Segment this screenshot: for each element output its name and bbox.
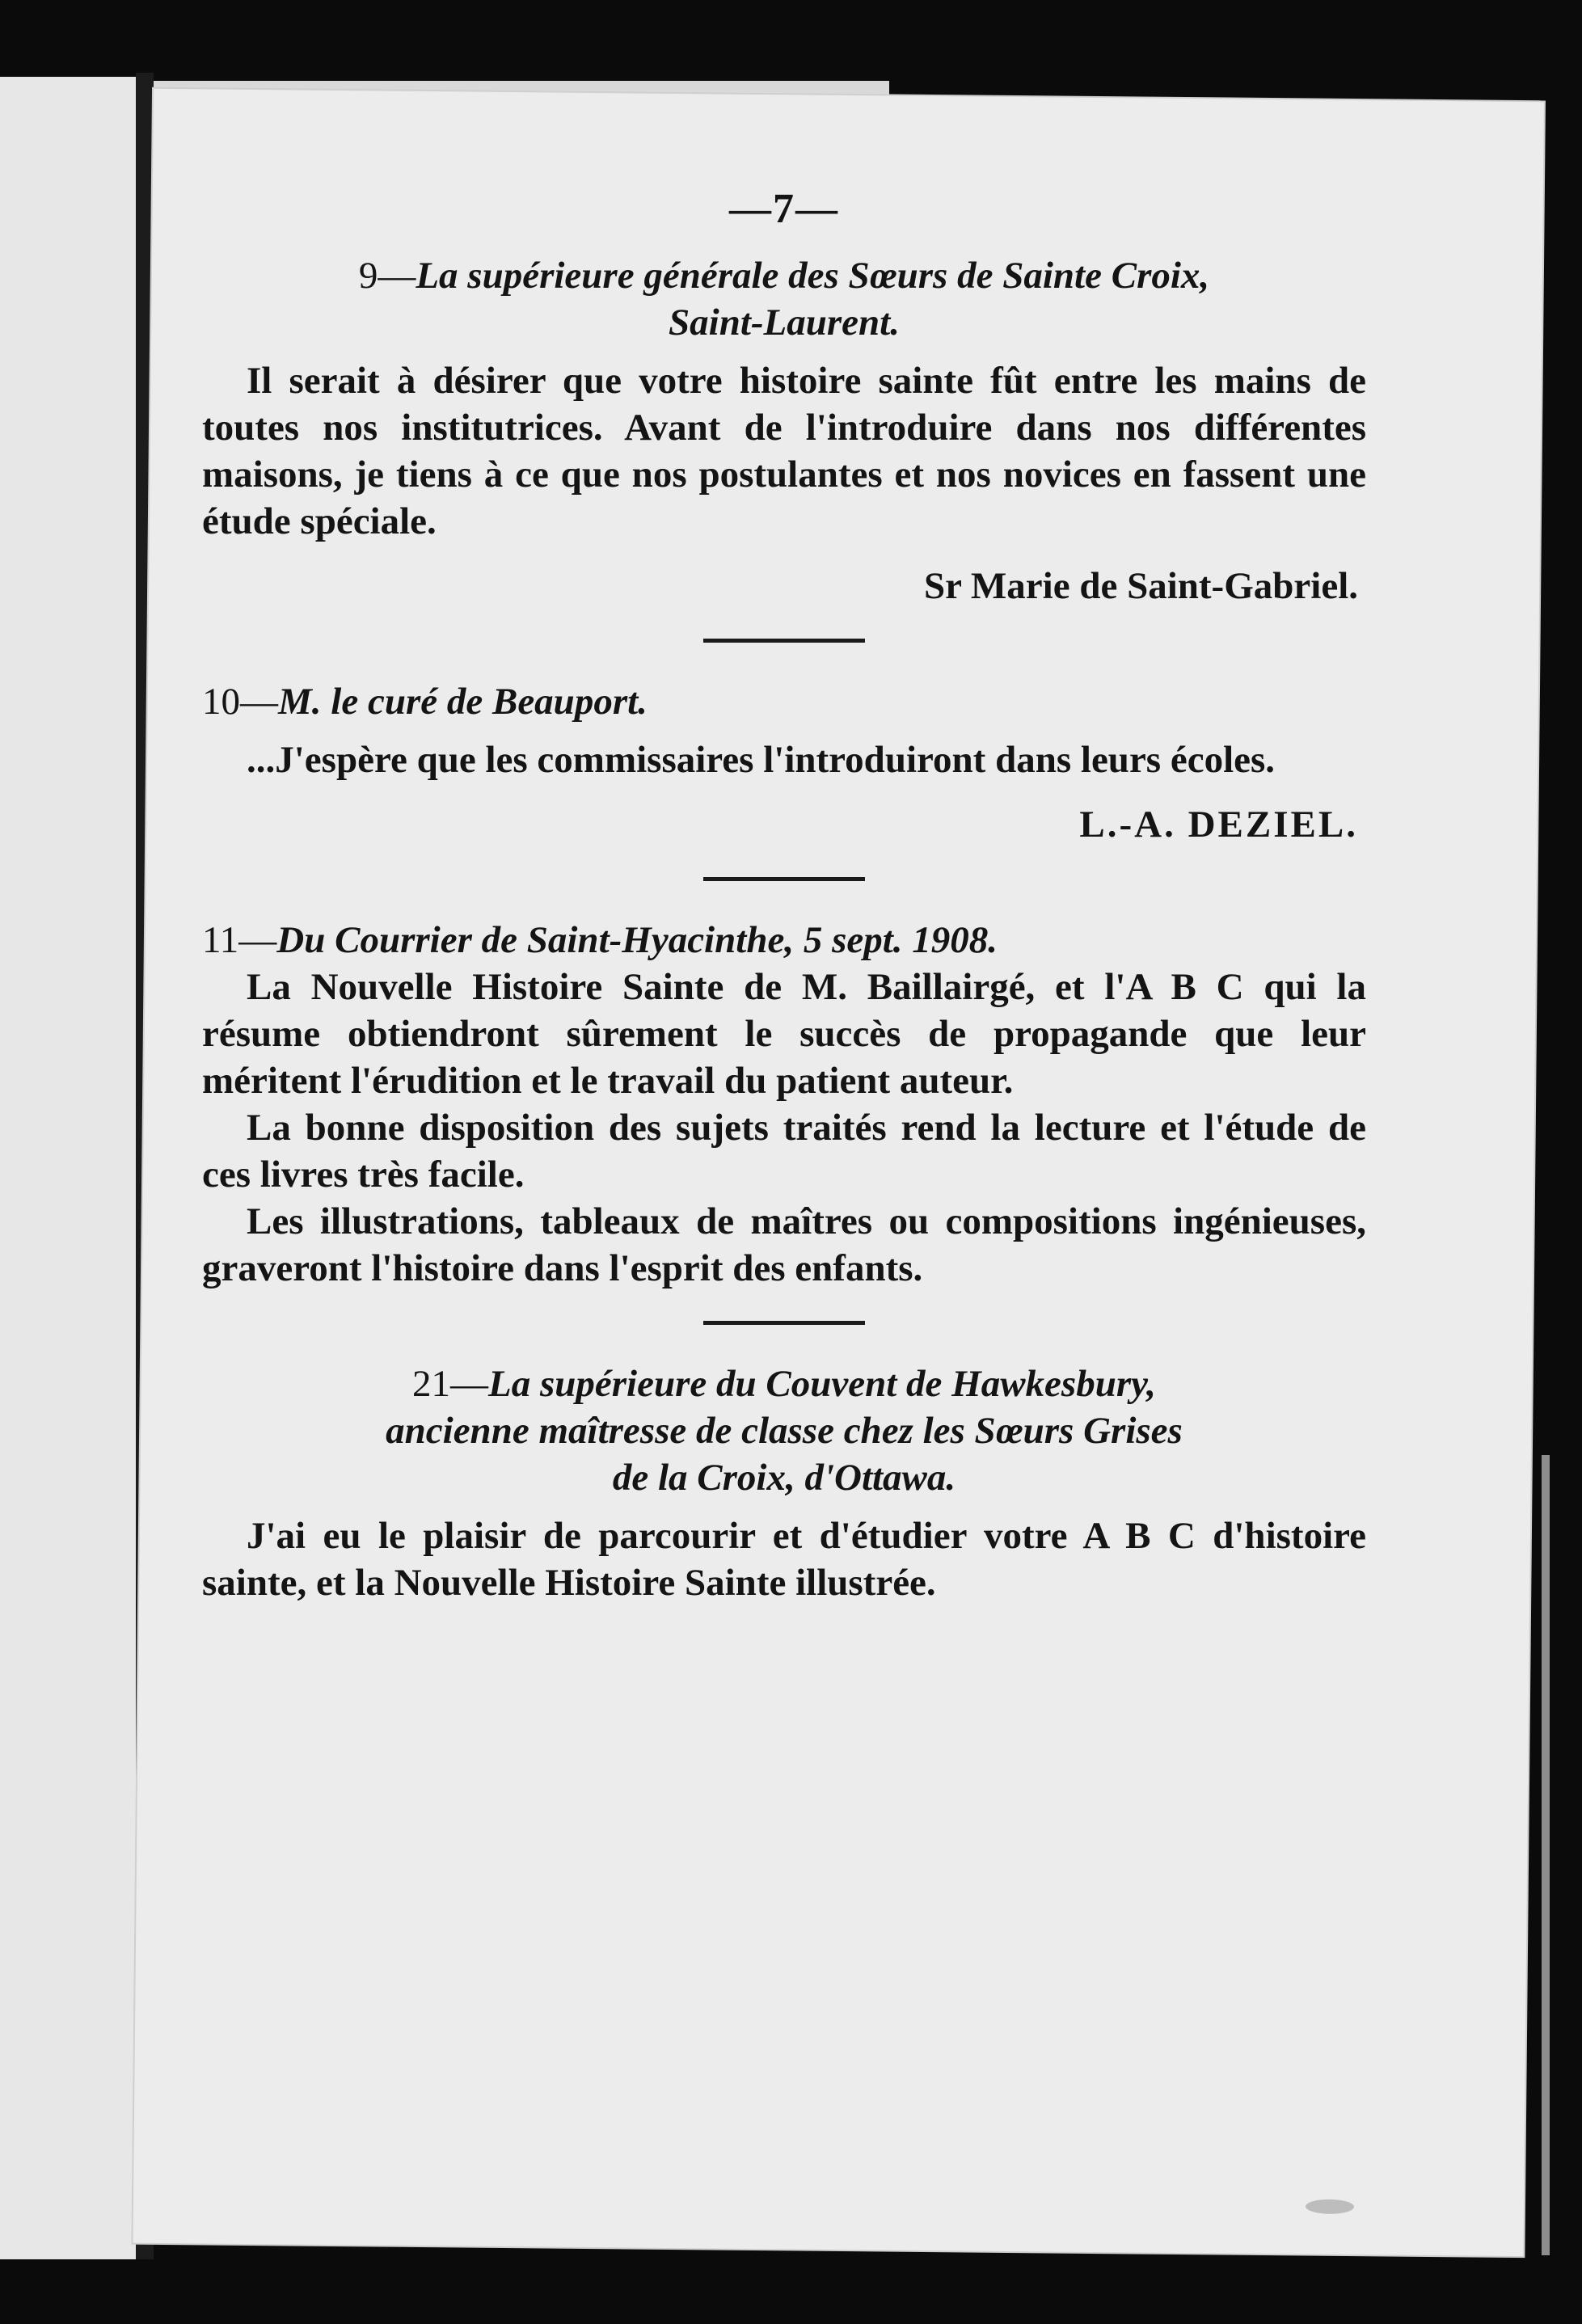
page-content: [202, 186, 1366, 1606]
adjacent-page-strip: [0, 77, 136, 2259]
testimonial-entry: [202, 678, 1366, 848]
page-number: —7—: [729, 186, 839, 232]
entry-heading: [202, 252, 1366, 299]
section-divider: [703, 877, 865, 881]
entry-signature: Sr Marie de Saint-Gabriel.: [924, 565, 1358, 607]
entry-paragraph: Il serait à désirer que votre histoire sainte fût entre les mains de toutes nos institutrices. Avant de l'introduire dans nos différentes maisons, je tiens à ce que nos postulantes et nos novices en fassent une étude spéciale.: [202, 360, 1366, 542]
entry-heading-line: Saint-Laurent.: [669, 302, 900, 344]
entry-number: 9—: [358, 255, 416, 297]
entry-number: 21—: [411, 1363, 488, 1405]
entry-heading: [202, 1360, 1366, 1407]
section-divider: [703, 1321, 865, 1325]
entry-paragraph: Les illustrations, tableaux de maîtres ou compositions ingénieuses, graveront l'histoire dans l'esprit des enfants.: [202, 1200, 1366, 1289]
testimonial-entry: [202, 252, 1366, 609]
entry-paragraph: J'ai eu le plaisir de parcourir et d'étudier votre A B C d'histoire sainte, et la Nouvelle Histoire Sainte illustrée.: [202, 1515, 1366, 1604]
entry-heading-line: M. le curé de Beauport.: [278, 681, 648, 723]
entry-heading-line: de la Croix, d'Ottawa.: [612, 1457, 956, 1499]
entry-number: 11—: [202, 919, 277, 961]
entry-heading: [202, 678, 1366, 725]
entry-heading-line: La supérieure du Couvent de Hawkesbury,: [487, 1363, 1156, 1405]
testimonial-entry: [202, 917, 1366, 1292]
entry-heading: [202, 917, 1366, 964]
section-divider: [703, 639, 865, 643]
entry-heading-line: ancienne maîtresse de classe chez les Sœurs Grises: [386, 1410, 1183, 1452]
entry-heading-line: Du Courrier de Saint-Hyacinthe, 5 sept. 1908.: [276, 919, 998, 961]
entry-paragraph: La Nouvelle Histoire Sainte de M. Baillairgé, et l'A B C qui la résume obtiendront sûrement le succès de propagande que leur méritent l'érudition et le travail du patient auteur.: [202, 966, 1366, 1102]
scan-smudge: [1306, 2200, 1354, 2215]
entry-signature: L.-A. DEZIEL.: [1079, 803, 1358, 846]
entry-paragraph: ...J'espère que les commissaires l'introduiront dans leurs écoles.: [247, 739, 1276, 781]
entry-paragraph: La bonne disposition des sujets traités rend la lecture et l'étude de ces livres très facile.: [202, 1107, 1366, 1196]
entry-heading-line: La supérieure générale des Sœurs de Sainte Croix,: [416, 255, 1210, 297]
testimonial-entry: [202, 1360, 1366, 1606]
right-page-edge: [1542, 1455, 1550, 2255]
entry-number: 10—: [202, 681, 278, 723]
